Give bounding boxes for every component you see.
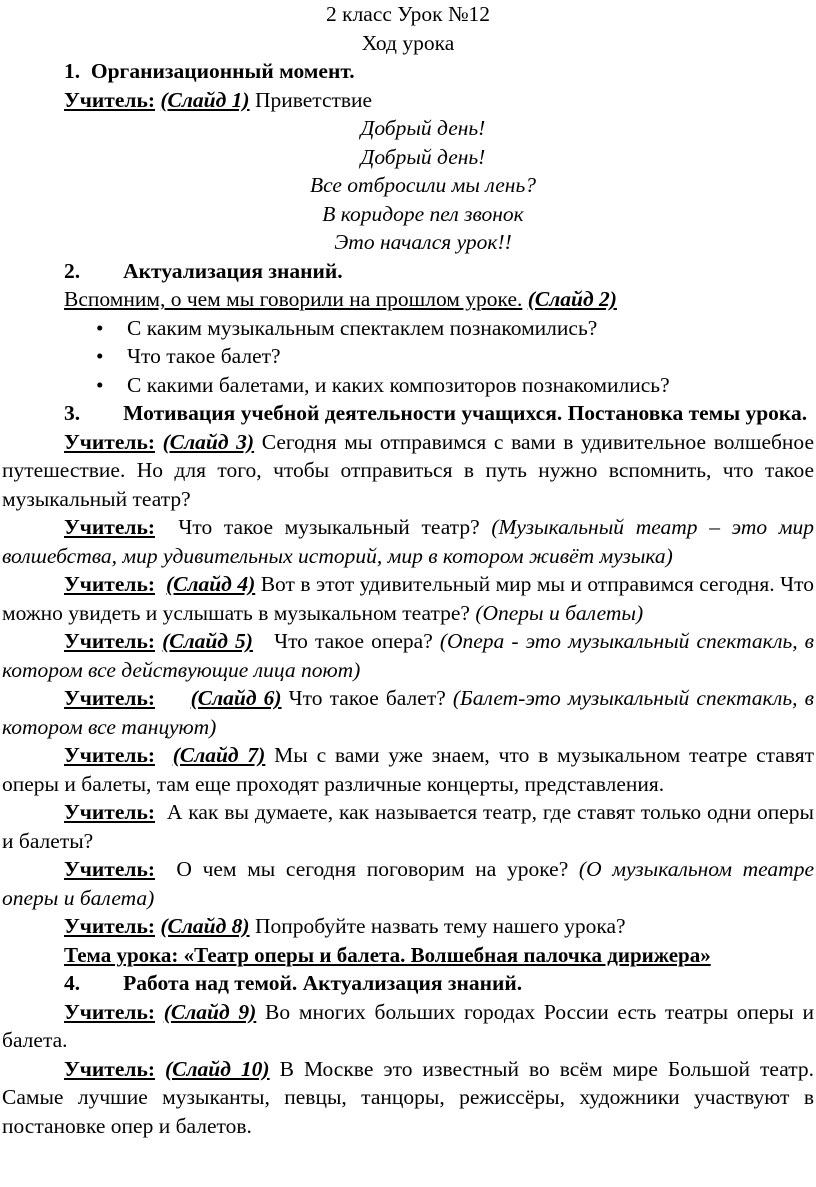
slide-ref: (Слайд 2) — [527, 287, 617, 311]
paragraph-text: Что такое балет? — [281, 686, 453, 710]
list-item — [2, 342, 814, 371]
slide-ref: (Слайд 7) — [172, 743, 266, 767]
list-item — [2, 371, 814, 400]
list-item-text: С какими балетами, и каких композиторов познакомились? — [127, 372, 670, 397]
student-answer: (Музыкальный театр – это мир волшебства, мир удивительных историй, мир в котором живёт музыка) — [2, 515, 814, 568]
paragraph-text: А как вы думаете, как называется театр, где ставят только одни оперы и балеты? — [2, 800, 814, 853]
paragraph-text: Вот в этот удивительный мир мы и отправимся сегодня. Что можно увидеть и услышать в музыкальном театре? — [2, 572, 814, 625]
lesson-topic: Тема урока: «Театр оперы и балета. Волшебная палочка дирижера» — [64, 942, 711, 967]
greeting-verse — [2, 114, 814, 257]
paragraph-theatre-name — [2, 798, 814, 855]
section-2-heading — [2, 257, 814, 286]
section-1-heading — [2, 57, 814, 86]
paragraph-today-topic — [2, 855, 814, 912]
student-answer: (Оперы и балеты) — [475, 600, 644, 625]
slide-ref: (Слайд 10) — [165, 1056, 270, 1081]
student-answer: (Балет-это музыкальный спектакль, в котором все танцуют) — [2, 686, 814, 739]
slide-ref: (Слайд 1) — [160, 87, 250, 112]
lesson-header: 2 класс Урок №12 — [326, 2, 490, 26]
paragraph-slide-5 — [2, 627, 814, 684]
teacher-label: Учитель: — [64, 87, 155, 112]
paragraph-slide-6 — [2, 684, 814, 741]
bullet-icon: • — [96, 315, 104, 340]
bullet-icon: • — [96, 344, 104, 368]
student-answer: (О музыкальном театре оперы и балета) — [2, 857, 814, 910]
paragraph-slide-10 — [2, 1055, 814, 1141]
section-3-heading — [2, 399, 814, 428]
verse-line: Это начался урок!! — [334, 230, 512, 254]
slide-ref: (Слайд 6) — [190, 686, 282, 710]
verse-line: В коридоре пел звонок — [322, 201, 524, 226]
paragraph-slide-7 — [2, 741, 814, 798]
section-4-heading — [2, 969, 814, 998]
verse-line: Добрый день! — [360, 116, 486, 140]
lesson-subheader: Ход урока — [361, 30, 455, 55]
slide-ref: (Слайд 4) — [165, 572, 256, 596]
section-3-title-2: Постановка темы урока. — [567, 401, 808, 425]
teacher-label: Учитель: — [64, 1056, 155, 1081]
teacher-label: Учитель: — [64, 857, 155, 881]
section-4-title: Работа над темой. Актуализация знаний. — [123, 971, 523, 995]
teacher-label: Учитель: — [64, 686, 155, 710]
verse-line: Добрый день! — [360, 144, 486, 169]
paragraph-slide-4 — [2, 570, 814, 627]
paragraph-text: Во многих больших городах России есть театры оперы и балета. — [2, 999, 814, 1052]
teacher-label: Учитель: — [64, 629, 155, 653]
paragraph-text: О чем мы сегодня поговорим на уроке? — [165, 857, 579, 881]
paragraph-text: В Москве это известный во всём мире Большой театр. Самые лучшие музыканты, певцы, танцоры, режиссёры, художники участвуют в постановке опер и балетов. — [2, 1056, 815, 1138]
teacher-label: Учитель: — [64, 743, 155, 767]
section-1-title: Организационный момент. — [90, 59, 355, 83]
teacher-label: Учитель: — [64, 999, 155, 1024]
paragraph-greeting — [2, 86, 814, 115]
section-3-title: Мотивация учебной деятельности учащихся. — [123, 401, 563, 425]
list-item — [2, 314, 814, 343]
paragraph-music-theatre — [2, 513, 814, 570]
verse-line: Все отбросили мы лень? — [309, 173, 536, 197]
section-4-number: 4. — [64, 971, 81, 995]
section-1-number: 1. — [64, 59, 81, 83]
slide-ref: (Слайд 8) — [160, 914, 250, 938]
teacher-label: Учитель: — [64, 429, 155, 454]
teacher-label: Учитель: — [64, 914, 155, 938]
list-item-text: С каким музыкальным спектаклем познакомились? — [127, 315, 598, 340]
paragraph-text: Что такое музыкальный театр? — [166, 515, 492, 539]
slide-ref: (Слайд 9) — [163, 999, 257, 1024]
recall-text: Вспомним, о чем мы говорили на прошлом уроке. — [64, 287, 523, 311]
paragraph-slide-3 — [2, 428, 814, 514]
paragraph-text: Что такое опера? — [267, 629, 440, 653]
slide-ref: (Слайд 3) — [162, 429, 255, 454]
teacher-label: Учитель: — [64, 800, 155, 824]
paragraph-recall — [2, 285, 814, 314]
paragraph-slide-9 — [2, 998, 814, 1055]
bullet-icon: • — [96, 372, 104, 397]
question-list — [2, 314, 814, 400]
paragraph-text: Приветствие — [249, 87, 373, 112]
slide-ref: (Слайд 5) — [162, 629, 253, 653]
teacher-label: Учитель: — [64, 572, 155, 596]
paragraph-text: Попробуйте назвать тему нашего урока? — [249, 914, 626, 938]
teacher-label: Учитель: — [64, 515, 155, 539]
list-item-text: Что такое балет? — [127, 344, 281, 368]
paragraph-text: Мы с вами уже знаем, что в музыкальном театре ставят оперы и балеты, там еще проходят различные концерты, представления. — [2, 743, 814, 796]
section-2-number: 2. — [64, 258, 81, 283]
paragraph-text: Сегодня мы отправимся с вами в удивительное волшебное путешествие. Но для того, чтобы отправиться в путь нужно вспомнить, что такое музыкальный театр? — [2, 429, 814, 511]
section-2-title: Актуализация знаний. — [123, 258, 343, 283]
paragraph-slide-8 — [2, 912, 814, 941]
section-3-number: 3. — [64, 401, 81, 425]
student-answer: (Опера - это музыкальный спектакль, в котором все действующие лица поют) — [2, 629, 815, 682]
